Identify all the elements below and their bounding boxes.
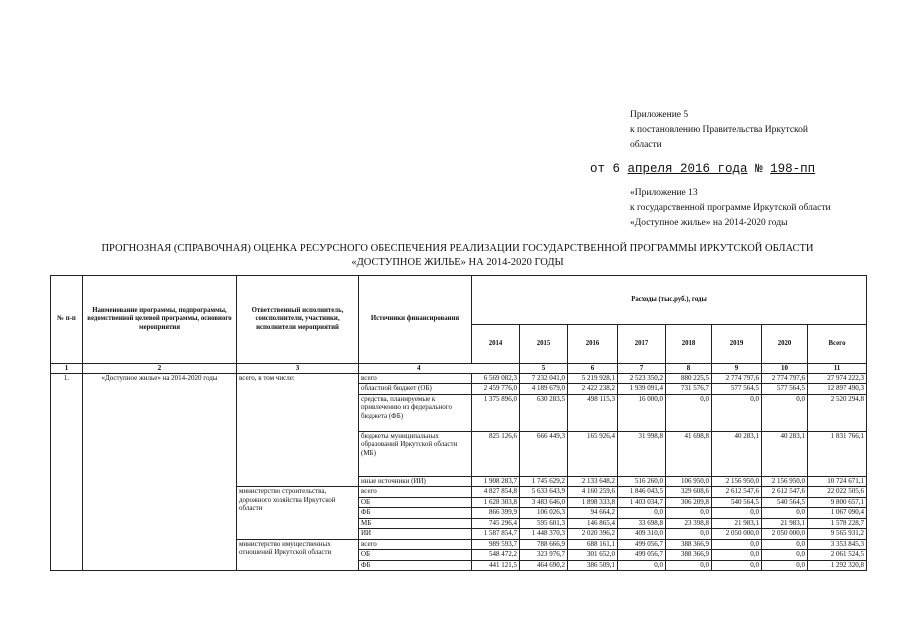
value-cell: 165 926,4 (568, 431, 618, 476)
order-date: апреля 2016 года (627, 162, 748, 176)
table-row (51, 373, 867, 384)
document-title (40, 242, 875, 270)
total-cell: 9 800 657,1 (808, 497, 867, 508)
value-cell: 441 121,5 (472, 560, 520, 571)
total-cell: 3 353 845,3 (808, 539, 867, 550)
annex-line: области (630, 140, 662, 150)
value-cell: 40 283,1 (762, 431, 808, 476)
value-cell: 2 612 547,6 (712, 487, 762, 498)
value-cell: 1 587 854,7 (472, 529, 520, 540)
index-cell: 2 (83, 364, 237, 374)
value-cell: 2 612 547,6 (762, 487, 808, 498)
value-cell: 464 690,2 (520, 560, 568, 571)
header-year: 2019 (712, 325, 762, 364)
value-cell: 2 133 648,2 (568, 476, 618, 487)
annex-line: «Доступное жилье» на 2014-2020 годы (630, 218, 788, 228)
value-cell: 0,0 (712, 508, 762, 519)
funding-source: всего (359, 539, 472, 550)
value-cell: 23 398,8 (666, 518, 712, 529)
annex-program (630, 186, 870, 231)
index-cell: 1 (51, 364, 83, 374)
value-cell: 989 593,7 (472, 539, 520, 550)
funding-source: ОБ (359, 550, 472, 561)
value-cell: 1 448 370,3 (520, 529, 568, 540)
header-year: 2016 (568, 325, 618, 364)
value-cell: 1 908 283,7 (472, 476, 520, 487)
order-numsign: № (755, 162, 763, 176)
value-cell: 16 000,0 (618, 394, 666, 431)
total-cell: 12 897 490,3 (808, 384, 867, 395)
value-cell: 825 126,6 (472, 431, 520, 476)
index-row (51, 364, 867, 374)
value-cell: 2 459 776,0 (472, 384, 520, 395)
value-cell: 2 422 238,2 (568, 384, 618, 395)
value-cell: 1 898 333,8 (568, 497, 618, 508)
value-cell: 21 983,1 (712, 518, 762, 529)
value-cell: 1 846 043,5 (618, 487, 666, 498)
row-number: 1. (51, 373, 83, 571)
value-cell: 0,0 (712, 394, 762, 431)
value-cell: 33 698,8 (618, 518, 666, 529)
header-num: № п-п (51, 276, 83, 364)
value-cell: 4 160 259,6 (568, 487, 618, 498)
value-cell: 577 564,5 (712, 384, 762, 395)
funding-source: средства, планируемые к привлечению из федерального бюджета (ФБ) (359, 394, 472, 431)
header-year: 2014 (472, 325, 520, 364)
value-cell: 31 998,8 (618, 431, 666, 476)
value-cell: 4 827 854,8 (472, 487, 520, 498)
value-cell: 548 472,2 (472, 550, 520, 561)
total-cell: 2 061 524,5 (808, 550, 867, 561)
value-cell: 2 156 950,0 (762, 476, 808, 487)
value-cell: 788 666,9 (520, 539, 568, 550)
value-cell: 1 628 303,8 (472, 497, 520, 508)
index-cell: 4 (417, 364, 421, 372)
value-cell: 0,0 (666, 529, 712, 540)
total-cell: 1 578 228,7 (808, 518, 867, 529)
value-cell: 0,0 (666, 560, 712, 571)
value-cell: 0,0 (712, 539, 762, 550)
resource-table (50, 275, 867, 571)
value-cell: 409 310,0 (618, 529, 666, 540)
annex-header (630, 108, 840, 153)
funding-source: МБ (359, 518, 472, 529)
value-cell: 731 576,7 (666, 384, 712, 395)
value-cell: 3 483 646,0 (520, 497, 568, 508)
total-cell: 1 067 090,4 (808, 508, 867, 519)
value-cell: 666 449,3 (520, 431, 568, 476)
order-prefix: от 6 (590, 162, 621, 176)
value-cell: 0,0 (712, 550, 762, 561)
total-cell: 2 520 294,8 (808, 394, 867, 431)
value-cell: 2 774 797,6 (762, 373, 808, 384)
value-cell: 329 608,6 (666, 487, 712, 498)
value-cell: 540 564,5 (762, 497, 808, 508)
value-cell: 499 056,7 (618, 550, 666, 561)
annex-line: к постановлению Правительства Иркутской (630, 125, 809, 135)
index-cell: 5 (520, 364, 568, 374)
value-cell: 146 865,4 (568, 518, 618, 529)
value-cell: 577 564,5 (762, 384, 808, 395)
value-cell: 2 050 000,0 (762, 529, 808, 540)
responsible-executor: всего, в том числе: (237, 373, 359, 487)
title-line: «ДОСТУПНОЕ ЖИЛЬЕ» НА 2014-2020 ГОДЫ (351, 257, 564, 268)
value-cell: 41 698,8 (666, 431, 712, 476)
value-cell: 5 219 928,1 (568, 373, 618, 384)
header-year: 2018 (666, 325, 712, 364)
value-cell: 0,0 (618, 560, 666, 571)
order-number: 198-пп (770, 162, 816, 176)
header-resp: Ответственный исполнитель, соисполнители, участники, исполнители мероприятий (237, 276, 359, 364)
index-cell (359, 364, 520, 374)
value-cell: 499 056,7 (618, 539, 666, 550)
value-cell: 106 026,3 (520, 508, 568, 519)
total-cell: 10 724 671,1 (808, 476, 867, 487)
annex-line: Приложение 5 (630, 110, 689, 120)
funding-source: ОБ (359, 497, 472, 508)
funding-source: ФБ (359, 560, 472, 571)
annex-line: к государственной программе Иркутской области (630, 203, 831, 213)
value-cell: 0,0 (666, 394, 712, 431)
value-cell: 106 950,0 (666, 476, 712, 487)
funding-source: иные источники (ИИ) (359, 476, 472, 487)
total-cell: 9 565 931,2 (808, 529, 867, 540)
header-year: 2017 (618, 325, 666, 364)
header-year: 2015 (520, 325, 568, 364)
value-cell: 516 260,0 (618, 476, 666, 487)
header-year: 2020 (762, 325, 808, 364)
value-cell: 498 115,3 (568, 394, 618, 431)
value-cell: 2 156 950,0 (712, 476, 762, 487)
value-cell: 0,0 (712, 560, 762, 571)
value-cell: 2 774 797,6 (712, 373, 762, 384)
funding-source: областной бюджет (ОБ) (359, 384, 472, 395)
index-cell: 11 (808, 364, 867, 374)
header-total: Всего (808, 325, 867, 364)
value-cell: 40 283,1 (712, 431, 762, 476)
value-cell: 0,0 (762, 394, 808, 431)
value-cell: 0,0 (762, 508, 808, 519)
annex-line: «Приложение 13 (630, 188, 698, 198)
value-cell: 866 399,9 (472, 508, 520, 519)
value-cell: 4 189 679,0 (520, 384, 568, 395)
value-cell: 2 050 000,0 (712, 529, 762, 540)
header-src: Источники финансирования (359, 276, 472, 364)
responsible-executor: министерство имущественных отношений Иркутской области (237, 539, 359, 571)
value-cell: 630 283,5 (520, 394, 568, 431)
value-cell: 388 366,9 (666, 539, 712, 550)
value-cell: 1 745 629,2 (520, 476, 568, 487)
value-cell: 1 375 896,0 (472, 394, 520, 431)
responsible-executor: министерство строительства, дорожного хозяйства Иркутской области (237, 487, 359, 540)
index-cell: 3 (237, 364, 359, 374)
value-cell: 2 020 396,2 (568, 529, 618, 540)
value-cell: 1 403 034,7 (618, 497, 666, 508)
value-cell: 306 209,8 (666, 497, 712, 508)
value-cell: 745 296,4 (472, 518, 520, 529)
program-name: «Доступное жилье» на 2014-2020 годы (83, 373, 237, 571)
index-cell: 7 (618, 364, 666, 374)
value-cell: 21 983,1 (762, 518, 808, 529)
value-cell: 386 509,1 (568, 560, 618, 571)
funding-source: бюджеты муниципальных образований Иркутской области (МБ) (359, 431, 472, 476)
value-cell: 540 564,5 (712, 497, 762, 508)
index-cell: 6 (568, 364, 618, 374)
value-cell: 595 601,3 (520, 518, 568, 529)
total-cell: 27 974 222,3 (808, 373, 867, 384)
order-stamp (590, 162, 815, 176)
value-cell: 2 523 350,2 (618, 373, 666, 384)
value-cell: 5 633 643,9 (520, 487, 568, 498)
value-cell: 94 664,2 (568, 508, 618, 519)
funding-source: всего (359, 373, 472, 384)
value-cell: 7 232 041,0 (520, 373, 568, 384)
value-cell: 0,0 (618, 508, 666, 519)
funding-source: ФБ (359, 508, 472, 519)
total-cell: 1 831 766,1 (808, 431, 867, 476)
value-cell: 880 225,5 (666, 373, 712, 384)
title-line: ПРОГНОЗНАЯ (СПРАВОЧНАЯ) ОЦЕНКА РЕСУРСНОГО ОБЕСПЕЧЕНИЯ РЕАЛИЗАЦИИ ГОСУДАРСТВЕННОЙ ПРОГРАММЫ ИРКУТСКОЙ ОБЛАСТИ (101, 243, 814, 254)
index-cell: 8 (666, 364, 712, 374)
value-cell: 0,0 (762, 539, 808, 550)
funding-source: ИИ (359, 529, 472, 540)
value-cell: 301 652,0 (568, 550, 618, 561)
header-name: Наименование программы, подпрограммы, ведомственной целевой программы, основного мероприятия (83, 276, 237, 364)
total-cell: 22 022 505,6 (808, 487, 867, 498)
value-cell: 0,0 (666, 508, 712, 519)
index-cell: 10 (762, 364, 808, 374)
index-cell: 9 (712, 364, 762, 374)
value-cell: 6 569 082,3 (472, 373, 520, 384)
value-cell: 323 976,7 (520, 550, 568, 561)
value-cell: 1 939 091,4 (618, 384, 666, 395)
value-cell: 388 366,9 (666, 550, 712, 561)
value-cell: 688 161,1 (568, 539, 618, 550)
header-expenses: Расходы (тыс.руб.), годы (472, 276, 867, 325)
total-cell: 1 292 320,8 (808, 560, 867, 571)
value-cell: 0,0 (762, 550, 808, 561)
funding-source: всего (359, 487, 472, 498)
value-cell: 0,0 (762, 560, 808, 571)
